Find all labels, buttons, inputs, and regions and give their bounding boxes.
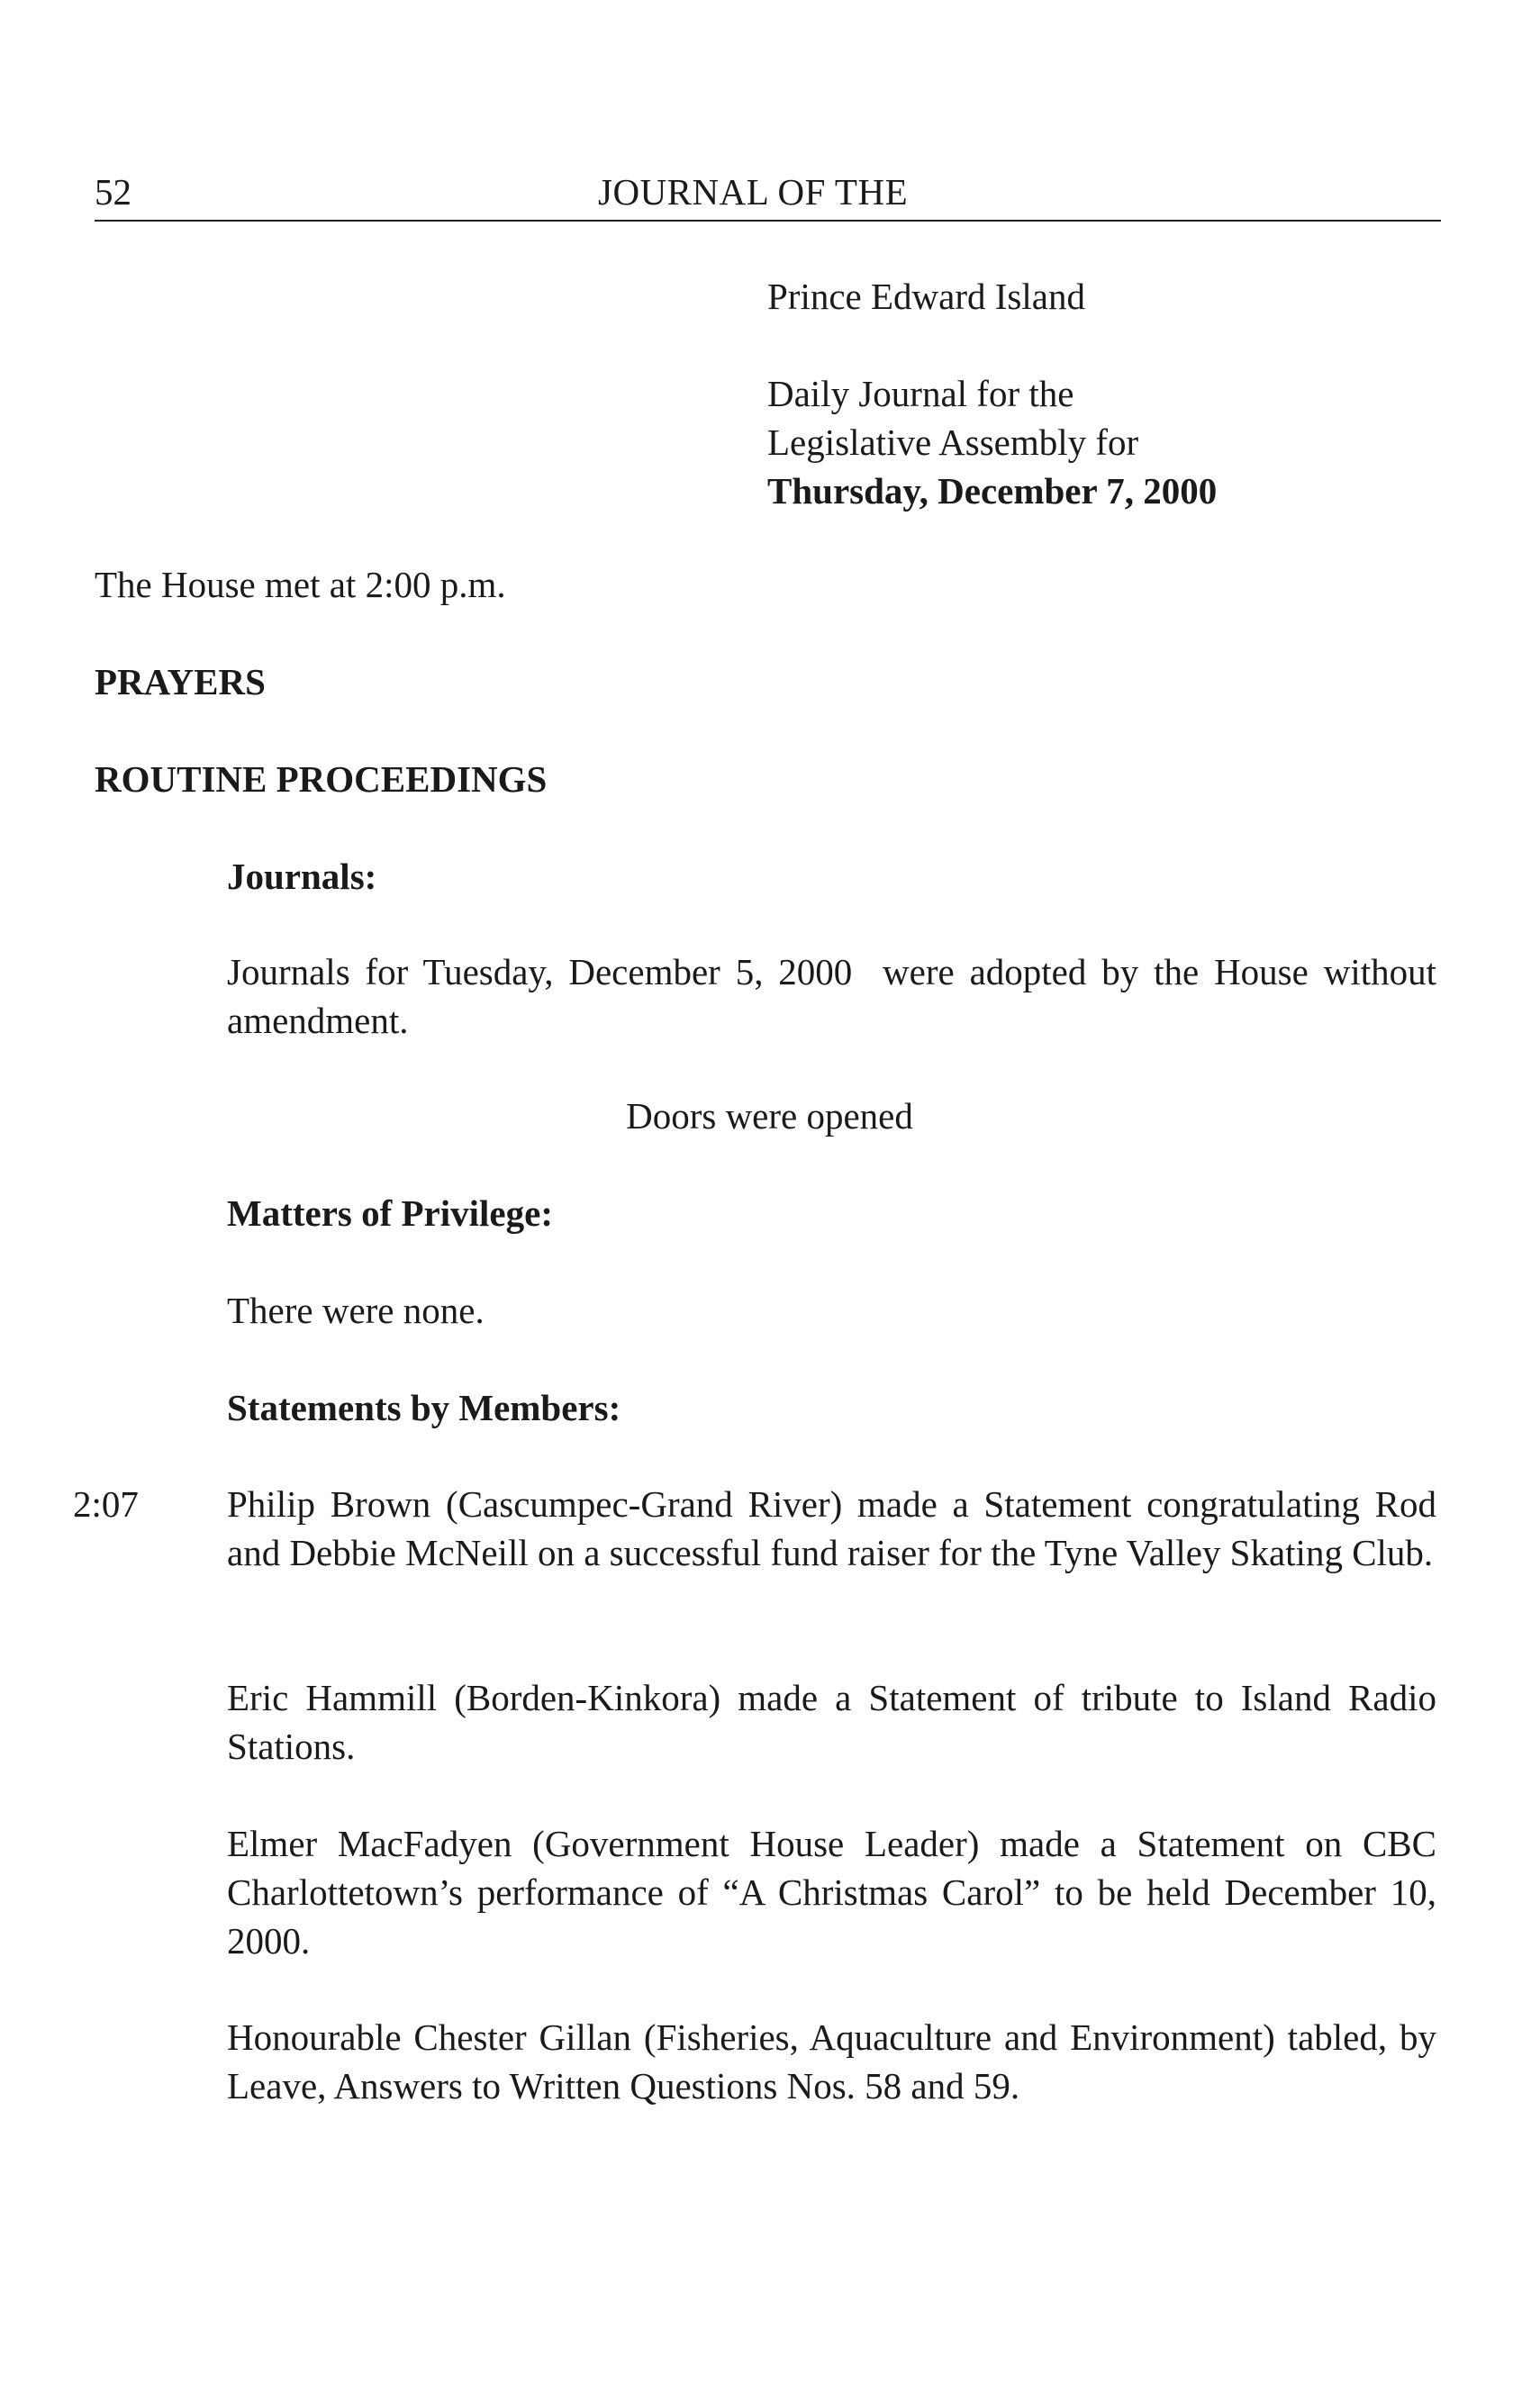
doors-opened-text: Doors were opened (626, 1095, 913, 1137)
statement-time: 2:07 (73, 1483, 139, 1525)
journals-paragraph: Journals for Tuesday, December 5, 2000 were adopted by the House without amendment. (227, 951, 1446, 1041)
sitting-date: Thursday, December 7, 2000 (767, 470, 1218, 512)
journals-heading: Journals: (227, 856, 377, 897)
statement-paragraph-brown: Philip Brown (Cascumpec-Grand River) made a Statement congratulating Rod and Debbie McNeill on a successful fund raiser for the Tyne Valley Skating Club. (227, 1483, 1436, 1573)
running-title: JOURNAL OF THE (598, 171, 909, 213)
title-block (767, 272, 1217, 515)
journal-title-line-1: Daily Journal for the (767, 373, 1074, 414)
prayers-heading: PRAYERS (95, 661, 266, 702)
routine-proceedings-heading: ROUTINE PROCEEDINGS (95, 758, 548, 800)
statement-paragraph-macfadyen: Elmer MacFadyen (Government House Leader) made a Statement on CBC Charlottetown’s performance of “A Christmas Carol” to be held December 10, 2000. (227, 1823, 1436, 1962)
privilege-text: There were none. (227, 1290, 485, 1331)
title-spacer (767, 321, 1217, 369)
header-rule (95, 220, 1441, 222)
tabled-paragraph-gillan: Honourable Chester Gillan (Fisheries, Aquaculture and Environment) tabled, by Leave, Answers to Written Questions Nos. 58 and 59. (227, 2016, 1436, 2107)
statements-heading: Statements by Members: (227, 1387, 621, 1428)
journal-title-line-2: Legislative Assembly for (767, 421, 1139, 463)
page-number: 52 (95, 171, 131, 213)
province-name: Prince Edward Island (767, 276, 1085, 317)
privilege-heading: Matters of Privilege: (227, 1192, 553, 1234)
house-met-text: The House met at 2:00 p.m. (95, 564, 506, 605)
statement-paragraph-hammill: Eric Hammill (Borden-Kinkora) made a Statement of tribute to Island Radio Stations. (227, 1677, 1436, 1767)
